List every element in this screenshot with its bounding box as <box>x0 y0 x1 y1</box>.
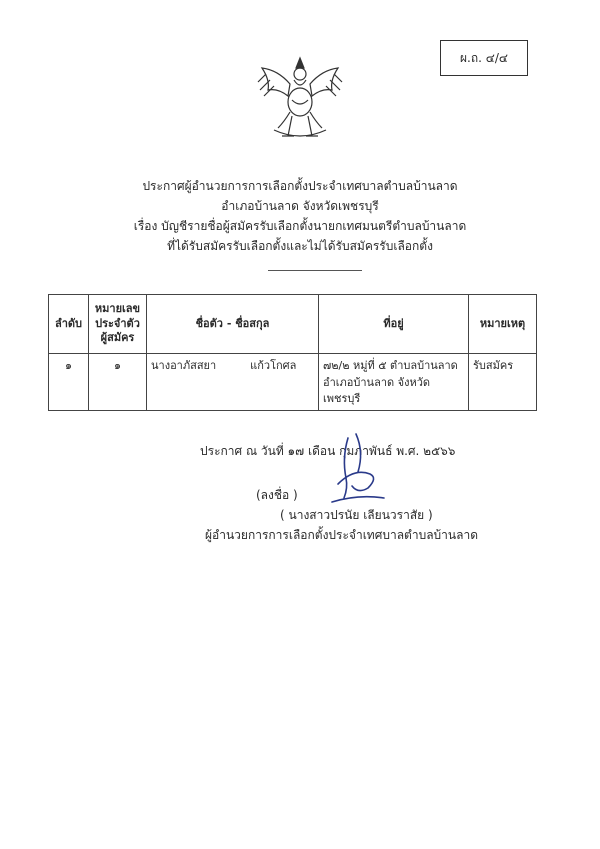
form-code: ผ.ถ. ๔/๔ <box>460 50 508 65</box>
signer-title: ผู้อำนวยการการเลือกตั้งประจำเทศบาลตำบลบ้านลาด <box>205 528 478 542</box>
cell-address <box>319 354 469 411</box>
heading-divider <box>268 270 362 271</box>
header-name: ชื่อตัว - ชื่อสกุล <box>147 295 319 354</box>
sign-label: (ลงชื่อ ) <box>256 488 298 502</box>
first-name: นางอาภัสสยา <box>151 359 217 372</box>
cell-remark: รับสมัคร <box>469 354 537 411</box>
header-number-line-1: หมายเลข <box>94 301 141 315</box>
header-remark: หมายเหตุ <box>469 295 537 354</box>
candidate-table <box>48 294 537 411</box>
header-number-line-3: ผู้สมัคร <box>100 331 135 345</box>
address-line-1: ๗๒/๒ หมู่ที่ ๕ ตำบลบ้านลาด <box>323 359 458 372</box>
header-number-line-2: ประจำตัว <box>95 316 140 330</box>
garuda-emblem <box>248 50 352 146</box>
header-candidate-number <box>89 295 147 354</box>
last-name: แก้วโกศล <box>250 359 297 372</box>
heading-line-1: ประกาศผู้อำนวยการการเลือกตั้งประจำเทศบาลตำบลบ้านลาด <box>142 179 458 193</box>
announce-date: ประกาศ ณ วันที่ ๑๗ เดือน กุมภาพันธ์ พ.ศ. ๒๕๖๖ <box>200 444 456 458</box>
cell-name <box>147 354 319 411</box>
header-address: ที่อยู่ <box>319 295 469 354</box>
heading-line-2: อำเภอบ้านลาด จังหวัดเพชรบุรี <box>221 199 379 213</box>
cell-order: ๑ <box>49 354 89 411</box>
table-header-row <box>49 295 537 354</box>
handwritten-signature <box>318 428 398 508</box>
signer-name: ( นางสาวปรนัย เลียนวราสัย ) <box>280 508 433 522</box>
table-row <box>49 354 537 411</box>
header-order: ลำดับ <box>49 295 89 354</box>
cell-candidate-number: ๑ <box>89 354 147 411</box>
address-line-2: อำเภอบ้านลาด จังหวัดเพชรบุรี <box>323 375 431 405</box>
form-code-box <box>440 40 528 76</box>
heading-line-3: เรื่อง บัญชีรายชื่อผู้สมัครรับเลือกตั้งนายกเทศมนตรีตำบลบ้านลาด <box>133 219 467 233</box>
heading-line-4: ที่ได้รับสมัครรับเลือกตั้งและไม่ได้รับสมัครรับเลือกตั้ง <box>167 239 433 253</box>
